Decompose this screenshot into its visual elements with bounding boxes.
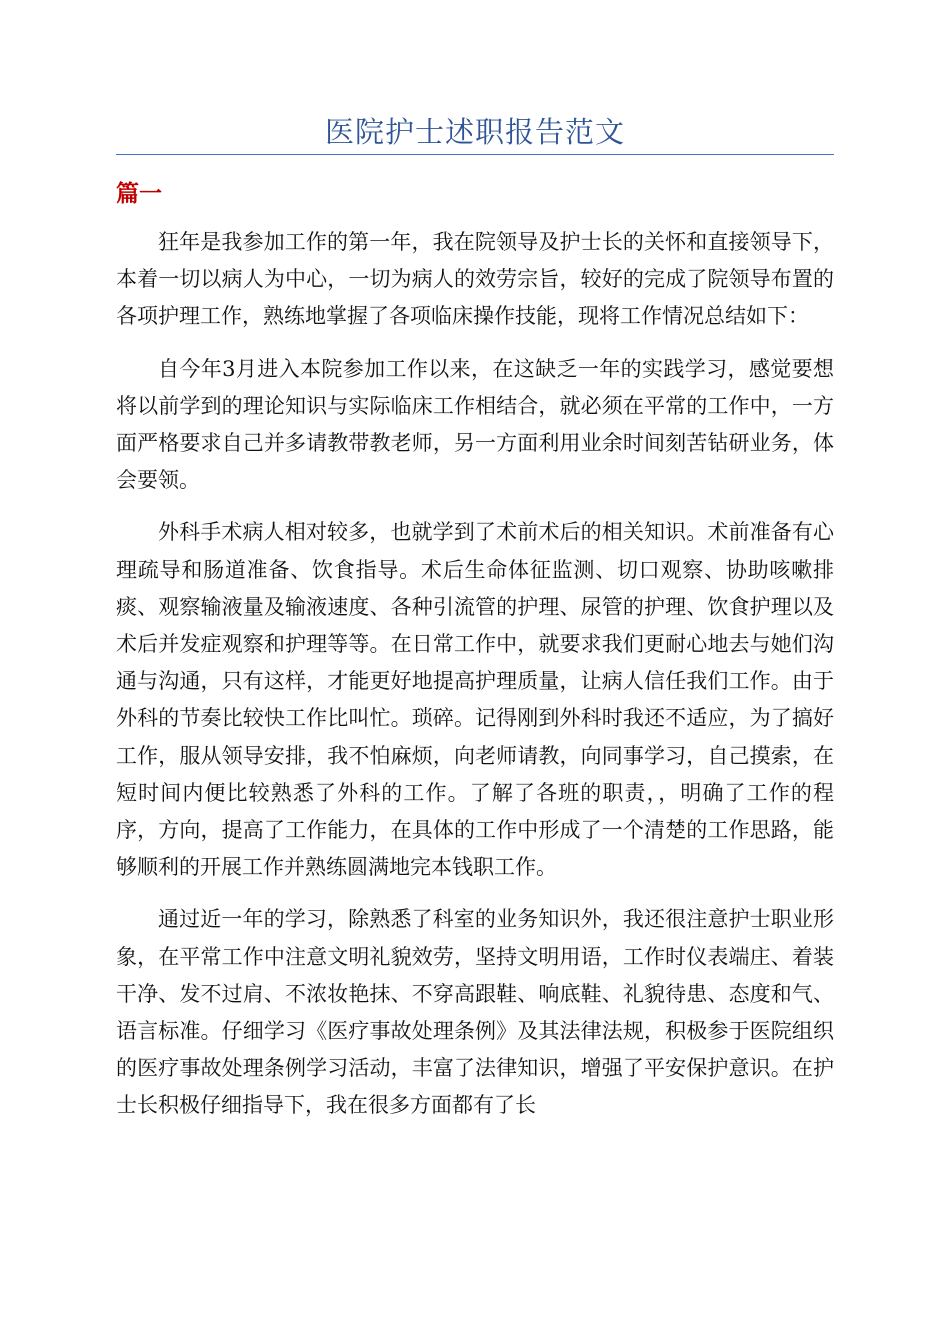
document-title: 医院护士述职报告范文 <box>324 115 625 149</box>
body-text <box>116 224 834 1140</box>
title-underline <box>116 154 834 155</box>
paragraph-2: 自今年3月进入本院参加工作以来，在这缺乏一年的实践学习，感觉要想将以前学到的理论知识与实际临床工作相结合，就必须在平常的工作中，一方面严格要求自己并多请教带教老师，另一方面利用业余时间刻苦钻研业务，体会要领。 <box>116 356 834 493</box>
paragraph-4: 通过近一年的学习，除熟悉了科室的业务知识外，我还很注意护士职业形象，在平常工作中注意文明礼貌效劳，坚持文明用语，工作时仪表端庄、着装干净、发不过肩、不浓妆艳抹、不穿高跟鞋、响底鞋、礼貌待患、态度和气、语言标准。仔细学习《医疗事故处理条例》及其法律法规，积极参于医院组织的医疗事故处理条例学习活动，丰富了法律知识，增强了平安保护意识。在护士长积极仔细指导下，我在很多方面都有了长 <box>116 907 834 1118</box>
paragraph-1: 狂年是我参加工作的第一年，我在院领导及护士长的关怀和直接领导下，本着一切以病人为中心，一切为病人的效劳宗旨，较好的完成了院领导布置的各项护理工作，熟练地掌握了各项临床操作技能，现将工作情况总结如下： <box>116 230 834 329</box>
paragraph-3: 外科手术病人相对较多，也就学到了术前术后的相关知识。术前准备有心理疏导和肠道准备、饮食指导。术后生命体征监测、切口观察、协助咳嗽排痰、观察输液量及输液速度、各种引流管的护理、尿管的护理、饮食护理以及术后并发症观察和护理等等。在日常工作中，就要求我们更耐心地去与她们沟通与沟通，只有这样，才能更好地提高护理质量，让病人信任我们工作。由于外科的节奏比较快工作比叫忙。琐碎。记得刚到外科时我还不适应，为了搞好工作，服从领导安排，我不怕麻烦，向老师请教，向同事学习，自己摸索，在短时间内便比较熟悉了外科的工作。了解了各班的职责，，明确了工作的程序，方向，提高了工作能力，在具体的工作中形成了一个清楚的工作思路，能够顺利的开展工作并熟练圆满地完本钱职工作。 <box>116 520 834 880</box>
section-heading: 篇一 <box>116 181 162 207</box>
